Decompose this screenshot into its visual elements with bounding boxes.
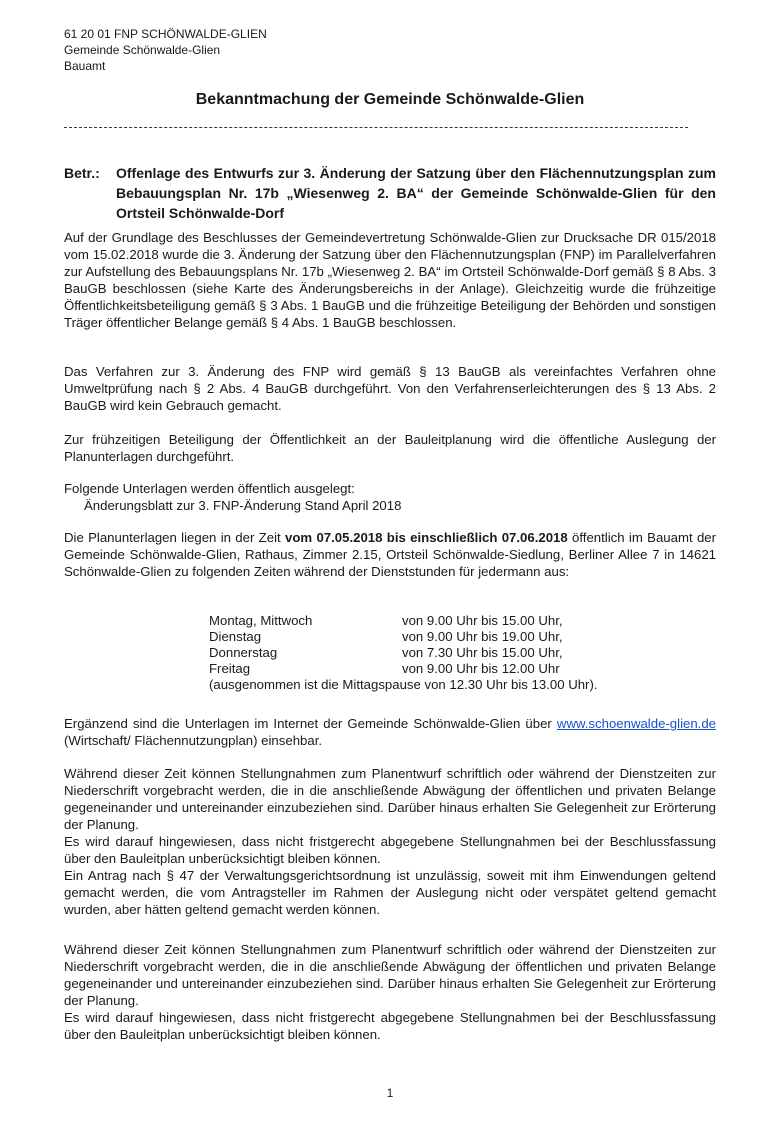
subject-label: Betr.: [64, 165, 100, 181]
schedule-day: Donnerstag [209, 645, 278, 660]
document-header [64, 26, 267, 74]
subject-text: Offenlage des Entwurfs zur 3. Änderung der Satzung über den Flächennutzungsplan zum Bebauungsplan Nr. 17b „Wiesenweg 2. BA“ der Gemeinde Schönwalde-Glien für den Ortsteil Schönwalde-Dorf [116, 165, 716, 221]
file-reference: 61 20 01 FNP SCHÖNWALDE-GLIEN [64, 27, 267, 41]
display-period-dates: vom 07.05.2018 bis einschließlich 07.06.2018 [285, 530, 568, 545]
paragraph-statements: Während dieser Zeit können Stellungnahmen zum Planentwurf schriftlich oder während der Dienstzeiten zur Niederschrift vorgebracht werden, die in die anschließende Abwägung der öffentlichen und privaten Belange gegeneinander und untereinander einzubeziehen sind. Darüber hinaus erhalten Sie Gelegenheit zur Erörterung der Planung. [64, 766, 716, 832]
schedule-note: (ausgenommen ist die Mittagspause von 12.30 Uhr bis 13.00 Uhr). [209, 677, 598, 692]
schedule-time: von 9.00 Uhr bis 19.00 Uhr, [402, 629, 563, 644]
opening-hours [209, 613, 598, 693]
paragraph-statements-repeat: Während dieser Zeit können Stellungnahmen zum Planentwurf schriftlich oder während der Dienstzeiten zur Niederschrift vorgebracht werden, die in die anschließende Abwägung der öffentlichen und privaten Belange gegeneinander und untereinander einzubeziehen sind. Darüber hinaus erhalten Sie Gelegenheit zur Erörterung der Planung. [64, 942, 716, 1008]
department-name: Bauamt [64, 59, 106, 73]
schedule-row [209, 613, 598, 629]
schedule-day: Montag, Mittwoch [209, 613, 313, 628]
documents-list [64, 480, 401, 514]
schedule-time: von 7.30 Uhr bis 15.00 Uhr, [402, 645, 563, 660]
subject-block [64, 163, 716, 223]
internet-intro: Ergänzend sind die Unterlagen im Internet der Gemeinde Schönwalde-Glien über [64, 716, 557, 731]
list-intro: Folgende Unterlagen werden öffentlich ausgelegt: [64, 481, 355, 496]
internet-path: (Wirtschaft/ Flächennutzungplan) einsehbar. [64, 733, 323, 748]
schedule-day: Freitag [209, 661, 251, 676]
website-link[interactable]: www.schoenwalde-glien.de [556, 716, 716, 731]
list-item: Änderungsblatt zur 3. FNP-Änderung Stand April 2018 [84, 498, 402, 513]
schedule-day: Dienstag [209, 629, 262, 644]
paragraph-deadline-note: Es wird darauf hingewiesen, dass nicht fristgerecht abgegebene Stellungnahmen bei der Beschlussfassung über den Bauleitplan unberücksichtigt bleiben können. [64, 834, 716, 866]
paragraph-vwgo-note: Ein Antrag nach § 47 der Verwaltungsgerichtsordnung ist unzulässig, soweit mit ihm Einwendungen geltend gemacht werden, die vom Antragsteller im Rahmen der Auslegung nicht oder verspätet geltend gemacht wurden, aber hätten geltend gemacht werden können. [64, 868, 716, 917]
paragraph-display-period [64, 529, 716, 580]
paragraph-resolution: Auf der Grundlage des Beschlusses der Gemeindevertretung Schönwalde-Glien zur Drucksache DR 015/2018 vom 15.02.2018 wurde die 3. Änderung der Satzung über den Flächennutzungsplan (FNP) im Parallelverfahren zur Aufstellung des Bebauungsplans Nr. 17b „Wiesenweg 2. BA“ im Ortsteil Schönwalde-Dorf gemäß § 8 Abs. 3 BauGB beschlossen (siehe Karte des Änderungsbereichs in der Anlage). Gleichzeitig wurde die frühzeitige Öffentlichkeitsbeteiligung gemäß § 3 Abs. 1 BauGB und die frühzeitige Beteiligung der Behörden und sonstigen Träger öffentlicher Belange gemäß § 4 Abs. 1 BauGB beschlossen. [64, 230, 716, 330]
separator-line [64, 127, 688, 128]
page-number: 1 [386, 1086, 394, 1100]
display-period-location: öffentlich im Bauamt der Gemeinde Schönwalde-Glien, Rathaus, Zimmer 2.15, Ortsteil Schönwalde-Siedlung, Berliner Allee 7 in 14621 Schönwalde-Glien zu folgenden Zeiten während der Dienststunden für jedermann aus: [64, 530, 717, 579]
schedule-time: von 9.00 Uhr bis 15.00 Uhr, [402, 613, 563, 628]
schedule-row [209, 645, 598, 661]
paragraph-procedure: Das Verfahren zur 3. Änderung des FNP wird gemäß § 13 BauGB als vereinfachtes Verfahren ohne Umweltprüfung nach § 2 Abs. 4 BauGB durchgeführt. Von den Verfahrenserleichterungen des § 13 Abs. 2 BauGB wird kein Gebrauch gemacht. [64, 364, 716, 413]
schedule-row [209, 661, 598, 677]
page-title: Bekanntmachung der Gemeinde Schönwalde-Glien [195, 91, 585, 108]
schedule-row [209, 629, 598, 645]
schedule-time: von 9.00 Uhr bis 12.00 Uhr [402, 661, 560, 676]
paragraph-internet [64, 715, 716, 749]
paragraph-deadline-note-repeat: Es wird darauf hingewiesen, dass nicht fristgerecht abgegebene Stellungnahmen bei der Beschlussfassung über den Bauleitplan unberücksichtigt bleiben können. [64, 1010, 716, 1042]
paragraph-participation: Zur frühzeitigen Beteiligung der Öffentlichkeit an der Bauleitplanung wird die öffentliche Auslegung der Planunterlagen durchgeführt. [64, 432, 716, 464]
display-period-intro: Die Planunterlagen liegen in der Zeit [64, 530, 285, 545]
municipality-name: Gemeinde Schönwalde-Glien [64, 43, 221, 57]
